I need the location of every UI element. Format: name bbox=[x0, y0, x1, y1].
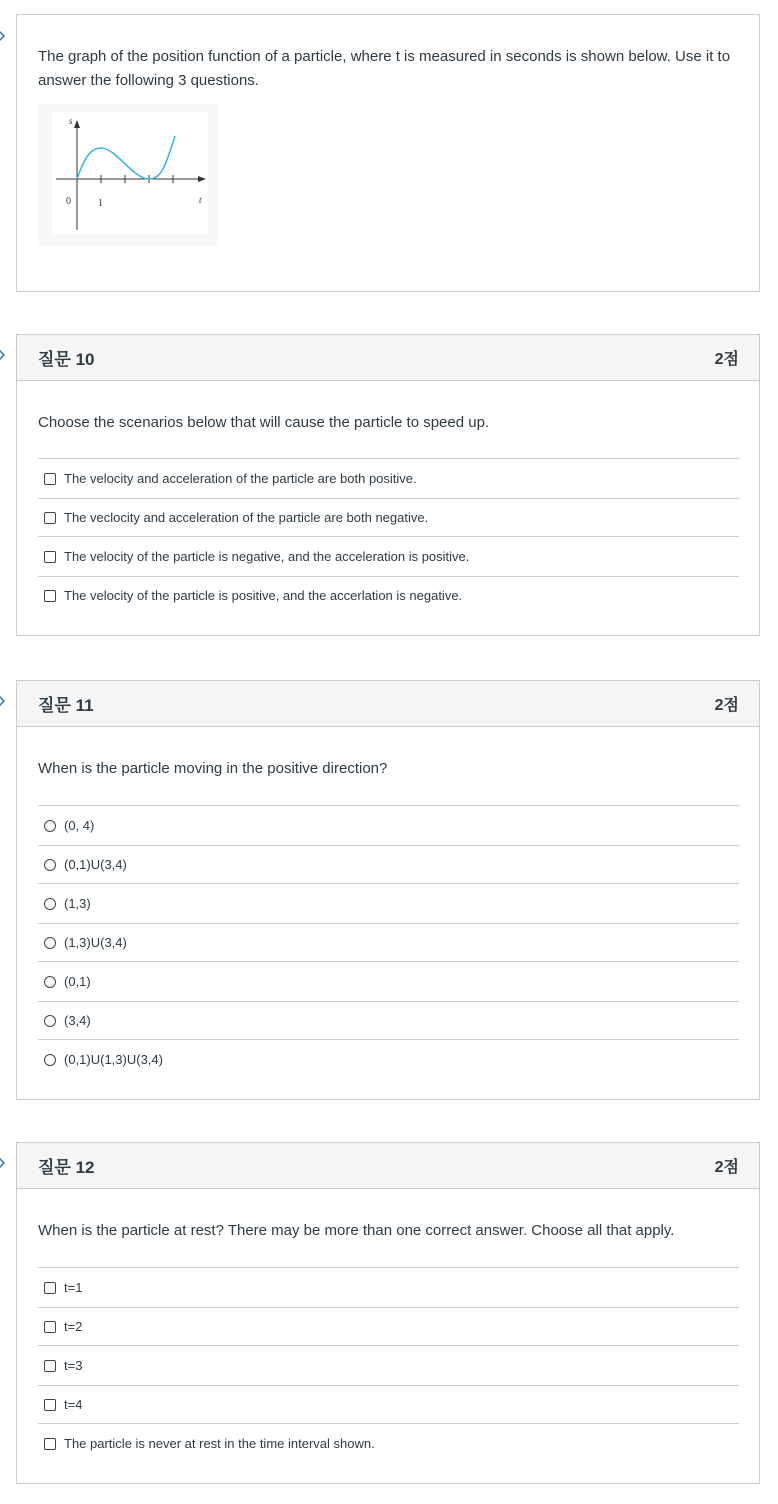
question-card-12 bbox=[16, 1142, 760, 1484]
answer-option[interactable] bbox=[38, 458, 739, 498]
radio-button[interactable] bbox=[44, 1054, 56, 1066]
answer-option[interactable] bbox=[38, 1001, 739, 1039]
checkbox[interactable] bbox=[44, 1282, 56, 1294]
answer-option[interactable] bbox=[38, 498, 739, 536]
position-graph bbox=[38, 104, 218, 246]
y-axis-label: s bbox=[69, 116, 73, 126]
answer-option[interactable] bbox=[38, 576, 739, 614]
tick-label-1: 1 bbox=[98, 198, 103, 209]
radio-button[interactable] bbox=[44, 859, 56, 871]
answer-label: The velocity of the particle is positive, and the accerlation is negative. bbox=[64, 588, 463, 603]
answer-label: (0,1)U(3,4) bbox=[64, 857, 127, 872]
answer-label: (0, 4) bbox=[64, 818, 95, 833]
checkbox[interactable] bbox=[44, 1360, 56, 1372]
question-header bbox=[17, 1143, 759, 1189]
answer-label: (0,1) bbox=[64, 974, 91, 989]
question-points: 2점 bbox=[714, 1159, 739, 1176]
answer-label: (0,1)U(1,3)U(3,4) bbox=[64, 1052, 163, 1067]
answer-option[interactable] bbox=[38, 1385, 739, 1423]
radio-button[interactable] bbox=[44, 820, 56, 832]
answer-option[interactable] bbox=[38, 961, 739, 1001]
checkbox[interactable] bbox=[44, 1321, 56, 1333]
answer-label: (1,3) bbox=[64, 896, 91, 911]
question-header bbox=[17, 335, 759, 381]
answer-label: The veclocity and acceleration of the particle are both negative. bbox=[64, 510, 429, 525]
answer-option[interactable] bbox=[38, 1423, 739, 1463]
question-title: 질문 10 bbox=[38, 350, 95, 369]
question-card-11 bbox=[16, 680, 760, 1100]
radio-button[interactable] bbox=[44, 937, 56, 949]
checkbox[interactable] bbox=[44, 473, 56, 485]
checkbox[interactable] bbox=[44, 1399, 56, 1411]
answer-label: The velocity and acceleration of the particle are both positive. bbox=[64, 471, 417, 486]
question-card-10 bbox=[16, 334, 760, 636]
flag-question-icon[interactable] bbox=[0, 1154, 8, 1172]
answer-label: (3,4) bbox=[64, 1013, 91, 1028]
origin-label: 0 bbox=[66, 196, 71, 207]
checkbox[interactable] bbox=[44, 551, 56, 563]
answer-label: (1,3)U(3,4) bbox=[64, 935, 127, 950]
answer-label: t=1 bbox=[64, 1280, 83, 1295]
answer-option[interactable] bbox=[38, 1345, 739, 1385]
answer-label: t=2 bbox=[64, 1319, 83, 1334]
question-points: 2점 bbox=[714, 351, 739, 368]
x-axis-label: t bbox=[199, 195, 202, 205]
answer-option[interactable] bbox=[38, 1307, 739, 1345]
question-prompt: Choose the scenarios below that will cause the particle to speed up. bbox=[38, 414, 490, 431]
flag-question-icon[interactable] bbox=[0, 346, 8, 364]
question-title: 질문 11 bbox=[38, 696, 94, 715]
answer-label: The velocity of the particle is negative, and the acceleration is positive. bbox=[64, 549, 470, 564]
answer-option[interactable] bbox=[38, 923, 739, 961]
checkbox[interactable] bbox=[44, 1438, 56, 1450]
question-title: 질문 12 bbox=[38, 1158, 95, 1177]
answer-option[interactable] bbox=[38, 805, 739, 845]
answer-option[interactable] bbox=[38, 536, 739, 576]
flag-question-icon[interactable] bbox=[0, 692, 8, 710]
flag-question-icon[interactable] bbox=[0, 27, 8, 45]
radio-button[interactable] bbox=[44, 976, 56, 988]
question-header bbox=[17, 681, 759, 727]
question-prompt: When is the particle moving in the positive direction? bbox=[38, 760, 388, 777]
radio-button[interactable] bbox=[44, 1015, 56, 1027]
answer-option[interactable] bbox=[38, 883, 739, 923]
checkbox[interactable] bbox=[44, 512, 56, 524]
answer-option[interactable] bbox=[38, 1039, 739, 1079]
radio-button[interactable] bbox=[44, 898, 56, 910]
answer-label: t=4 bbox=[64, 1397, 83, 1412]
intro-text: The graph of the position function of a particle, where t is measured in seconds is shown below. Use it to answer the following 3 questions. bbox=[38, 48, 731, 89]
question-points: 2점 bbox=[714, 697, 739, 714]
question-prompt: When is the particle at rest? There may be more than one correct answer. Choose all that apply. bbox=[38, 1222, 675, 1239]
intro-card bbox=[16, 14, 760, 292]
graph-plot-area bbox=[52, 112, 208, 234]
answer-option[interactable] bbox=[38, 845, 739, 883]
answer-label: The particle is never at rest in the time interval shown. bbox=[64, 1436, 375, 1451]
answer-option[interactable] bbox=[38, 1267, 739, 1307]
answer-label: t=3 bbox=[64, 1358, 83, 1373]
checkbox[interactable] bbox=[44, 590, 56, 602]
